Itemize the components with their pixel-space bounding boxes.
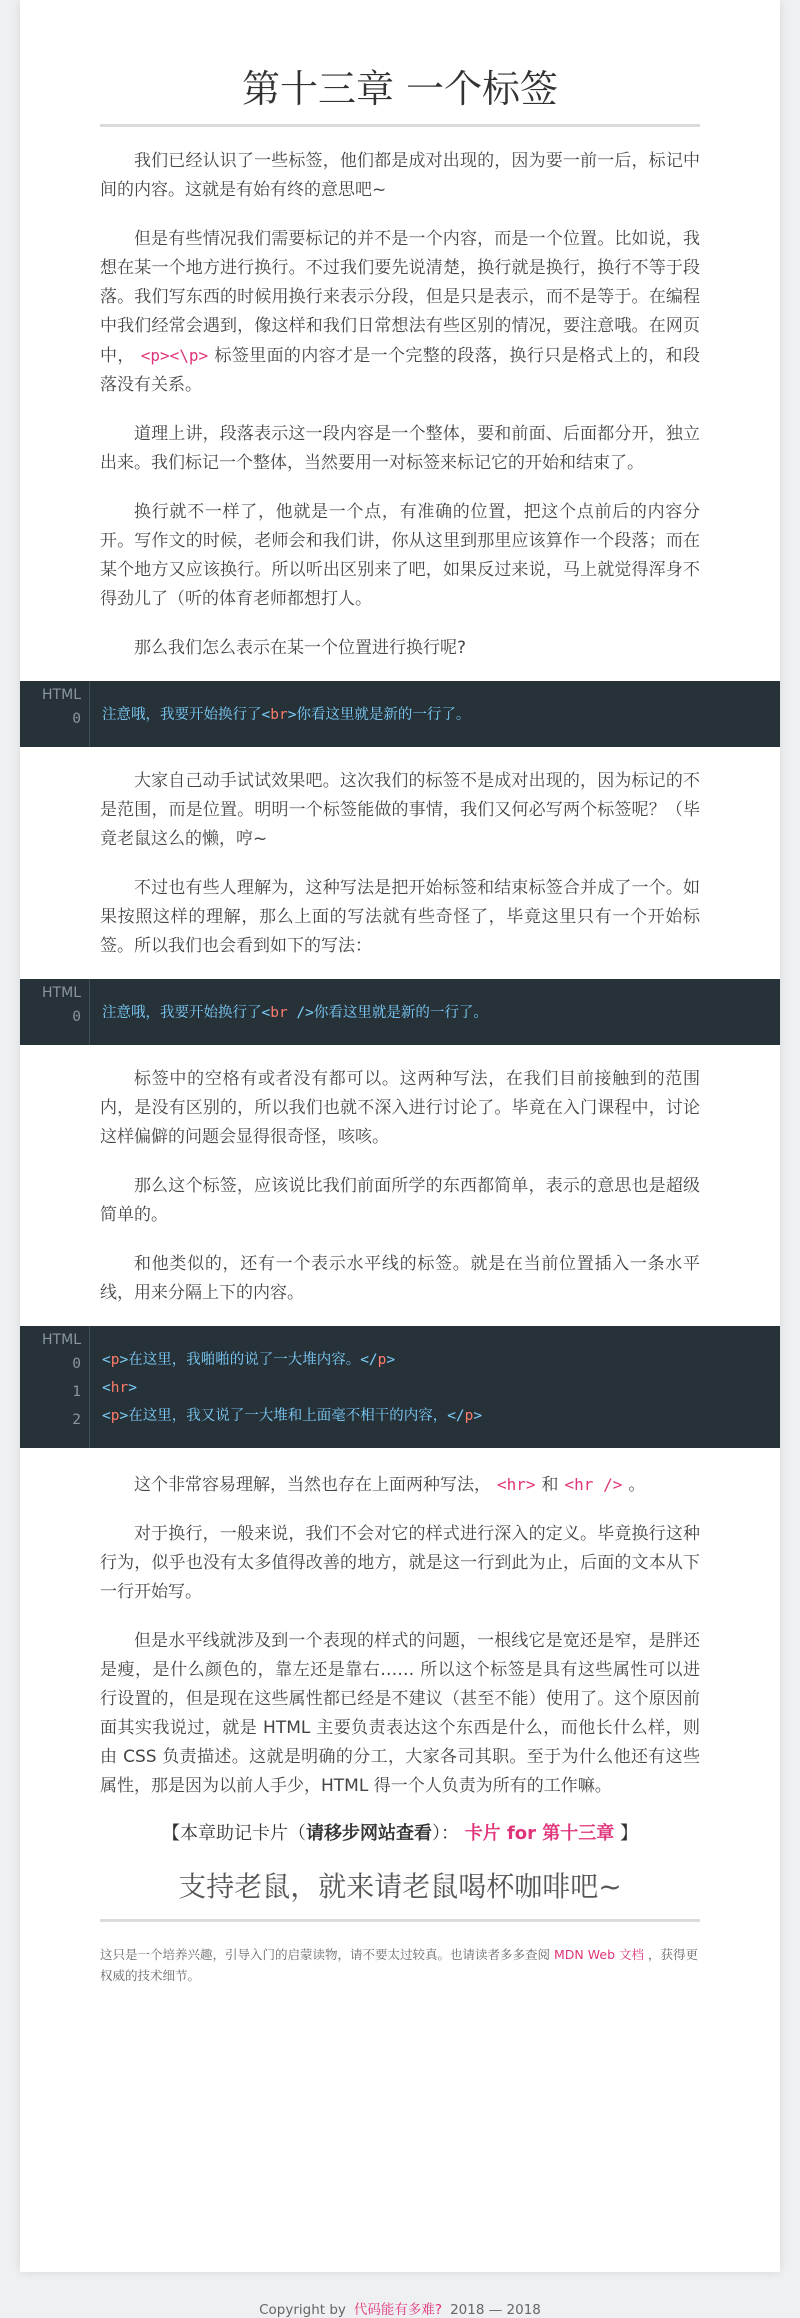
card-prefix: 【本章助记卡片（	[161, 1823, 306, 1844]
article-page	[20, 0, 780, 2272]
code-text: >	[386, 1352, 396, 1368]
line-number: 0	[72, 1009, 81, 1025]
mdn-docs-link[interactable]: MDN Web 文档	[554, 1947, 644, 1962]
site-footer	[0, 2298, 800, 2318]
paragraph-2-text: 但是有些情况我们需要标记的并不是一个内容，而是一个位置。比如说，我想在某一个地方进行换行。不过我们要先说清楚，换行就是换行，换行不等于段落。我们写东西的时候用换行来表示分段，但是只是表示，而不是等于。在编程中我们经常会遇到，像这样和我们日常想法有些区别的情况，要注意哦。在网页中，	[100, 229, 700, 366]
card-mid: ）：	[431, 1823, 459, 1844]
paragraph-10: 和他类似的，还有一个表示水平线的标签。就是在当前位置插入一条水平线，用来分隔上下的内容。	[100, 1254, 700, 1303]
code-text: >在这里，我啪啪的说了一大堆内容。</	[119, 1352, 378, 1368]
code-line	[102, 701, 780, 729]
paragraph-11-text: 这个非常容易理解，当然也存在上面两种写法，	[134, 1475, 491, 1495]
paragraph-13: 但是水平线就涉及到一个表现的样式的问题，一根线它是宽还是窄，是胖还是瘦，是什么颜色的，靠左还是靠右…… 所以这个标签是具有这些属性可以进行设置的，但是现在这些属性都已经是不建议（甚至不能）使用了。这个原因前面其实我说过，就是 HTML 主要负责表达这个东西是什么，而他长什么样，则由 CSS 负责描述。这就是明确的分工，大家各司其职。至于为什么他还有这些属性，那是因为以前人手少，HTML 得一个人负责为所有的工作嘛。	[100, 1631, 700, 1796]
line-number: 1	[72, 1384, 81, 1400]
code-text: 注意哦，我要开始换行了<	[102, 707, 271, 723]
paragraph-1: 我们已经认识了一些标签，他们都是成对出现的，因为要一前一后，标记中间的内容。这就是有始有终的意思吧~	[100, 151, 700, 200]
inline-code-p: <p><\p>	[140, 346, 209, 365]
paragraph-12: 对于换行，一般来说，我们不会对它的样式进行深入的定义。毕竟换行这种行为，似乎也没有太多值得改善的地方，就是这一行到此为止，后面的文本从下一行开始写。	[100, 1524, 700, 1602]
card-link[interactable]: 卡片 for 第十三章	[464, 1823, 615, 1844]
code-text: >在这里，我又说了一大堆和上面毫不相干的内容，</	[119, 1408, 465, 1424]
code-lines	[90, 979, 780, 1045]
code-line	[102, 999, 780, 1027]
code-block-br	[20, 681, 780, 747]
code-gutter	[20, 979, 90, 1045]
inline-code-hr-selfclosing: <hr />	[564, 1475, 623, 1494]
paragraph-6: 大家自己动手试试效果吧。这次我们的标签不是成对出现的，因为标记的不是范围，而是位置。明明一个标签能做的事情，我们又何必写两个标签呢？（毕竟老鼠这么的懒，哼~	[100, 771, 700, 849]
page-title: 第十三章 一个标签	[100, 62, 700, 127]
code-tag: p	[464, 1408, 474, 1424]
article-content	[20, 0, 780, 1986]
support-coffee-heading: 支持老鼠，就来请老鼠喝杯咖啡吧~	[100, 1865, 700, 1922]
card-suffix: 】	[620, 1823, 639, 1844]
paragraph-7: 不过也有些人理解为，这种写法是把开始标签和结束标签合并成了一个。如果按照这样的理解，那么上面的写法就有些奇怪了，毕竟这里只有一个开始标签。所以我们也会看到如下的写法：	[100, 878, 700, 956]
code-lines	[90, 1326, 780, 1448]
card-bold-text: 请移步网站查看	[305, 1823, 432, 1844]
code-tag: hr	[110, 1380, 129, 1396]
code-tag: p	[110, 1408, 120, 1424]
code-text: >你看这里就是新的一行了。	[287, 707, 471, 723]
paragraph-11-end: 。	[628, 1475, 646, 1495]
line-number: 2	[72, 1412, 81, 1428]
code-block-hr	[20, 1326, 780, 1448]
line-number: 0	[72, 711, 81, 727]
code-line	[102, 1374, 780, 1402]
code-text: >	[128, 1380, 137, 1396]
code-language-label: HTML	[42, 985, 81, 1001]
notice-end: ，获得更权威的技术细节。	[100, 1947, 698, 1983]
paragraph-8: 标签中的空格有或者没有都可以。这两种写法，在我们目前接触到的范围内，是没有区别的，所以我们也就不深入进行讨论了。毕竟在入门课程中，讨论这样偏僻的问题会显得很奇怪，咳咳。	[100, 1069, 700, 1147]
footer-years: 2018 — 2018	[450, 2302, 541, 2318]
code-language-label: HTML	[42, 687, 81, 703]
code-gutter	[20, 681, 90, 747]
code-line	[102, 1346, 780, 1374]
paragraph-11	[100, 1470, 700, 1500]
footer-site-link[interactable]: 代码能有多难?	[353, 2302, 443, 2318]
paragraph-4: 换行就不一样了，他就是一个点，有准确的位置，把这个点前后的内容分开。写作文的时候，老师会和我们讲，你从这里到那里应该算作一个段落；而在某个地方又应该换行。所以听出区别来了吧，如果反过来说，马上就觉得浑身不得劲儿了（听的体育老师都想打人。	[100, 502, 700, 609]
footer-copyright: Copyright by	[259, 2302, 346, 2318]
paragraph-3: 道理上讲，段落表示这一段内容是一个整体，要和前面、后面都分开，独立出来。我们标记一个整体，当然要用一对标签来标记它的开始和结束了。	[100, 424, 700, 473]
code-tag: br	[270, 1005, 288, 1021]
code-tag: p	[110, 1352, 120, 1368]
paragraph-5: 那么我们怎么表示在某一个位置进行换行呢?	[134, 638, 467, 658]
code-lines	[90, 681, 780, 747]
code-tag: br	[270, 707, 288, 723]
code-line	[102, 1402, 780, 1430]
code-tag: p	[377, 1352, 387, 1368]
paragraph-11-and: 和	[541, 1475, 559, 1495]
paragraph-2-text-end: 标签里面的内容才是一个完整的段落，换行只是格式上的，和段落没有关系。	[100, 346, 701, 395]
notice-text: 这只是一个培养兴趣，引导入门的启蒙读物，请不要太过较真。也请读者多多查阅	[100, 1947, 551, 1962]
code-gutter	[20, 1326, 90, 1448]
code-text: 注意哦，我要开始换行了<	[102, 1005, 271, 1021]
code-text: <	[102, 1380, 111, 1396]
inline-code-hr: <hr>	[497, 1475, 536, 1494]
paragraph-9: 那么这个标签，应该说比我们前面所学的东西都简单，表示的意思也是超级简单的。	[100, 1176, 700, 1225]
memory-card-line	[100, 1819, 700, 1849]
line-number: 0	[72, 1356, 81, 1372]
code-text: >	[473, 1408, 483, 1424]
paragraph-2	[100, 225, 700, 400]
code-language-label: HTML	[42, 1332, 81, 1348]
code-text: <	[102, 1352, 111, 1368]
code-text: <	[102, 1408, 111, 1424]
code-block-br-selfclosing	[20, 979, 780, 1045]
reading-notice	[100, 1944, 700, 1986]
code-text: />你看这里就是新的一行了。	[287, 1005, 488, 1021]
